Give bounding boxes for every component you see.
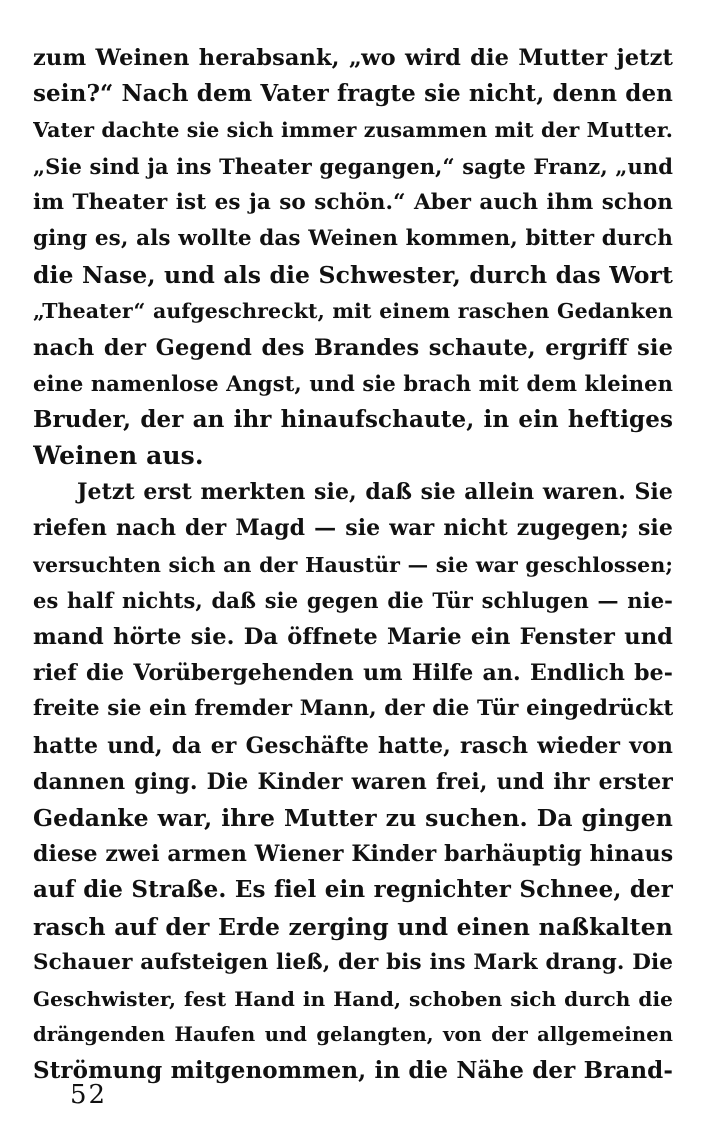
text-line: sein?“ Nach dem Vater fragte sie nicht, denn den: [33, 80, 673, 108]
text-line: riefen nach der Magd — sie war nicht zugegen; sie: [33, 515, 673, 542]
text-line: Geschwister, fest Hand in Hand, schoben sich durch die: [33, 986, 673, 1011]
text-line: Vater dachte sie sich immer zusammen mit der Mutter.: [33, 118, 673, 143]
text-line: Strömung mitgenommen, in die Nähe der Brand-: [33, 1057, 673, 1085]
text-line: es half nichts, daß sie gegen die Tür schlugen — nie-: [33, 587, 673, 613]
text-line: Gedanke war, ihre Mutter zu suchen. Da gingen: [33, 803, 673, 832]
text-line: Schauer aufsteigen ließ, der bis ins Mark drang. Die: [33, 949, 673, 975]
text-line: dannen ging. Die Kinder waren frei, und ihr erster: [33, 768, 673, 795]
text-line: versuchten sich an der Haustür — sie war geschlossen;: [33, 552, 673, 577]
text-line: „Sie sind ja ins Theater gegangen,“ sagte Franz, „und: [33, 153, 673, 179]
text-line: eine namenlose Angst, und sie brach mit dem kleinen: [33, 370, 673, 396]
body-text: [33, 40, 673, 1089]
text-line: auf die Straße. Es fiel ein regnichter Schnee, der: [33, 876, 673, 904]
text-line: im Theater ist es ja so schön.“ Aber auch ihm schon: [33, 189, 673, 215]
page-number: 52: [70, 1080, 108, 1110]
text-line: mand hörte sie. Da öffnete Marie ein Fenster und: [33, 624, 673, 650]
paragraph: [33, 40, 673, 474]
text-line: Jetzt erst merkten sie, daß sie allein waren. Sie: [77, 479, 673, 506]
text-line: freite sie ein fremder Mann, der die Tür eingedrückt: [33, 696, 673, 722]
paragraph: [33, 474, 673, 1089]
text-line: nach der Gegend des Brandes schaute, ergriff sie: [33, 334, 673, 361]
text-line: rief die Vorübergehenden um Hilfe an. Endlich be-: [33, 660, 673, 687]
text-line: „Theater“ aufgeschreckt, mit einem raschen Gedanken: [33, 299, 673, 324]
text-line: zum Weinen herabsank, „wo wird die Mutter jetzt: [33, 45, 673, 71]
text-line: drängenden Haufen und gelangten, von der allgemeinen: [33, 1023, 673, 1047]
text-line: Bruder, der an ihr hinaufschaute, in ein heftiges: [33, 405, 673, 433]
text-line: hatte und, da er Geschäfte hatte, rasch wieder von: [33, 732, 673, 759]
text-line: Weinen aus.: [33, 441, 204, 471]
text-line: rasch auf der Erde zerging und einen naßkalten: [33, 912, 673, 941]
text-line: die Nase, und als die Schwester, durch das Wort: [33, 261, 673, 290]
text-line: diese zwei armen Wiener Kinder barhäuptig hinaus: [33, 841, 673, 868]
text-line: ging es, als wollte das Weinen kommen, bitter durch: [33, 225, 673, 251]
